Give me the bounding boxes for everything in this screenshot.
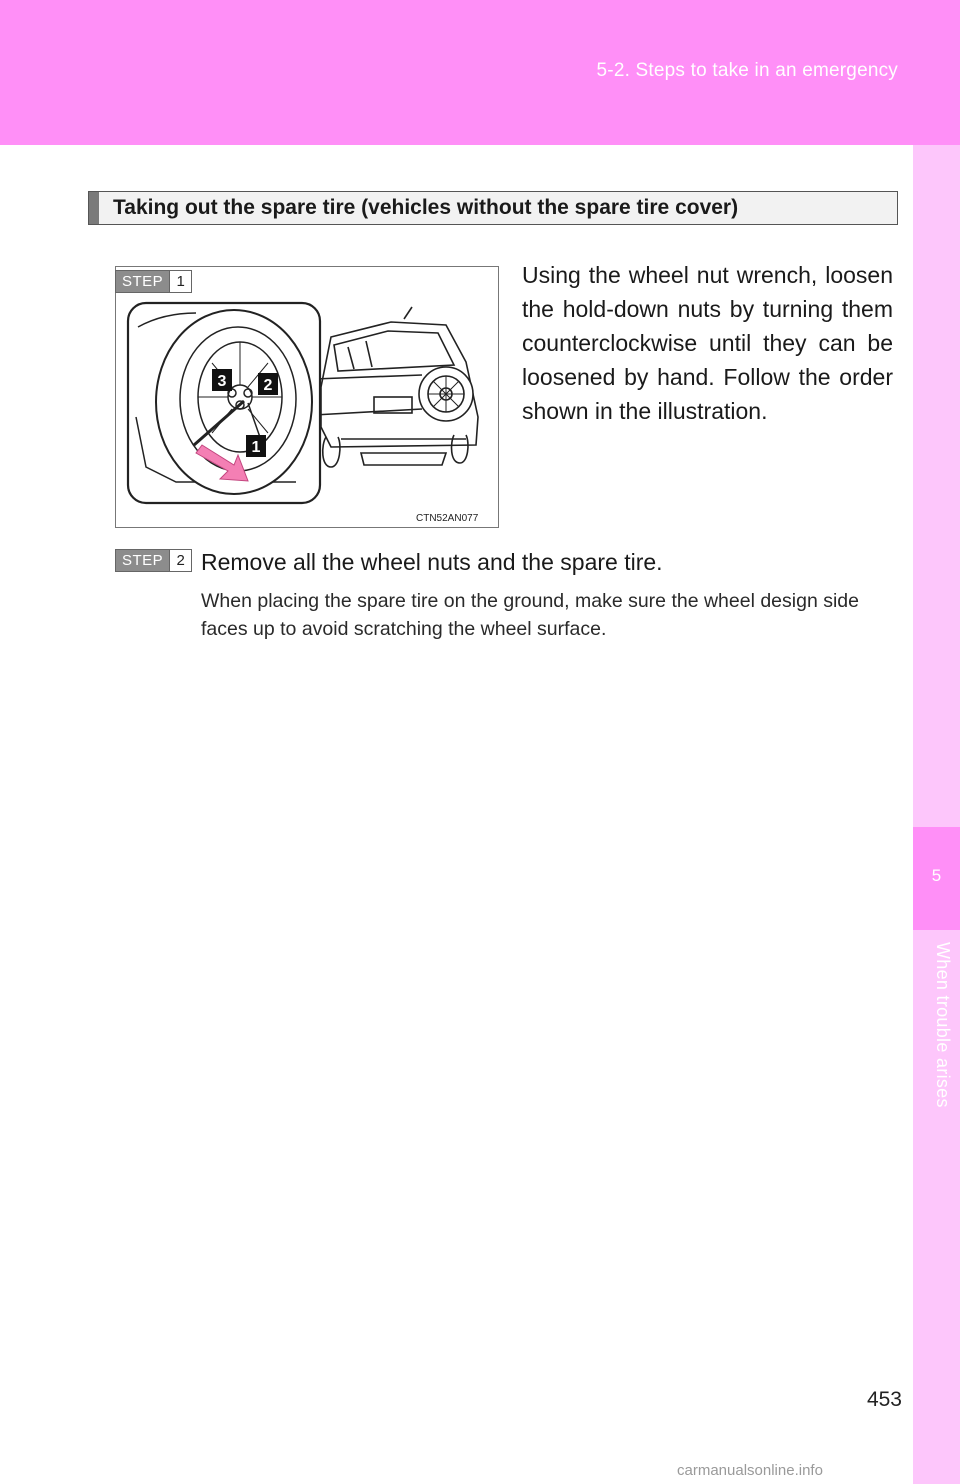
callout-2 xyxy=(258,373,278,395)
svg-text:2: 2 xyxy=(263,377,273,394)
step-2-badge xyxy=(115,549,192,572)
step-1-text: Using the wheel nut wrench, loosen the hold-down nuts by turning them counterclockwise until they can be loosened by hand. Follow the order shown in the illustration. xyxy=(522,262,893,424)
section-heading-text: Taking out the spare tire (vehicles without the spare tire cover) xyxy=(113,196,739,219)
vehicle-rear-drawing xyxy=(321,307,478,467)
watermark[interactable]: carmanualsonline.info xyxy=(677,1462,823,1479)
page-header xyxy=(0,0,960,145)
side-tab xyxy=(913,145,960,1484)
callout-3 xyxy=(212,369,232,391)
chapter-title: 5-2. Steps to take in an emergency xyxy=(596,60,898,81)
side-tab-number: 5 xyxy=(931,866,942,885)
svg-text:3: 3 xyxy=(217,373,227,390)
page-number: 453 xyxy=(866,1388,902,1411)
step-1-number: 1 xyxy=(169,271,191,292)
section-heading xyxy=(88,191,898,225)
side-tab-label: When trouble arises xyxy=(933,942,953,1108)
illustration-svg xyxy=(116,267,499,528)
step-2-word: STEP xyxy=(116,550,169,571)
spare-tire-illustration xyxy=(115,266,499,528)
svg-text:1: 1 xyxy=(251,439,261,456)
step-2-note: When placing the spare tire on the ground, make sure the wheel design side faces up to avoid scratching the wheel surface. xyxy=(201,590,859,640)
step-1-word: STEP xyxy=(116,271,169,292)
callout-1 xyxy=(246,435,266,457)
step-2-number: 2 xyxy=(169,550,191,571)
figure-code: CTN52AN077 xyxy=(416,513,479,524)
step-1-badge xyxy=(115,270,192,293)
section-heading-marker xyxy=(89,192,99,224)
step-2-text: Remove all the wheel nuts and the spare tire. xyxy=(201,549,663,575)
